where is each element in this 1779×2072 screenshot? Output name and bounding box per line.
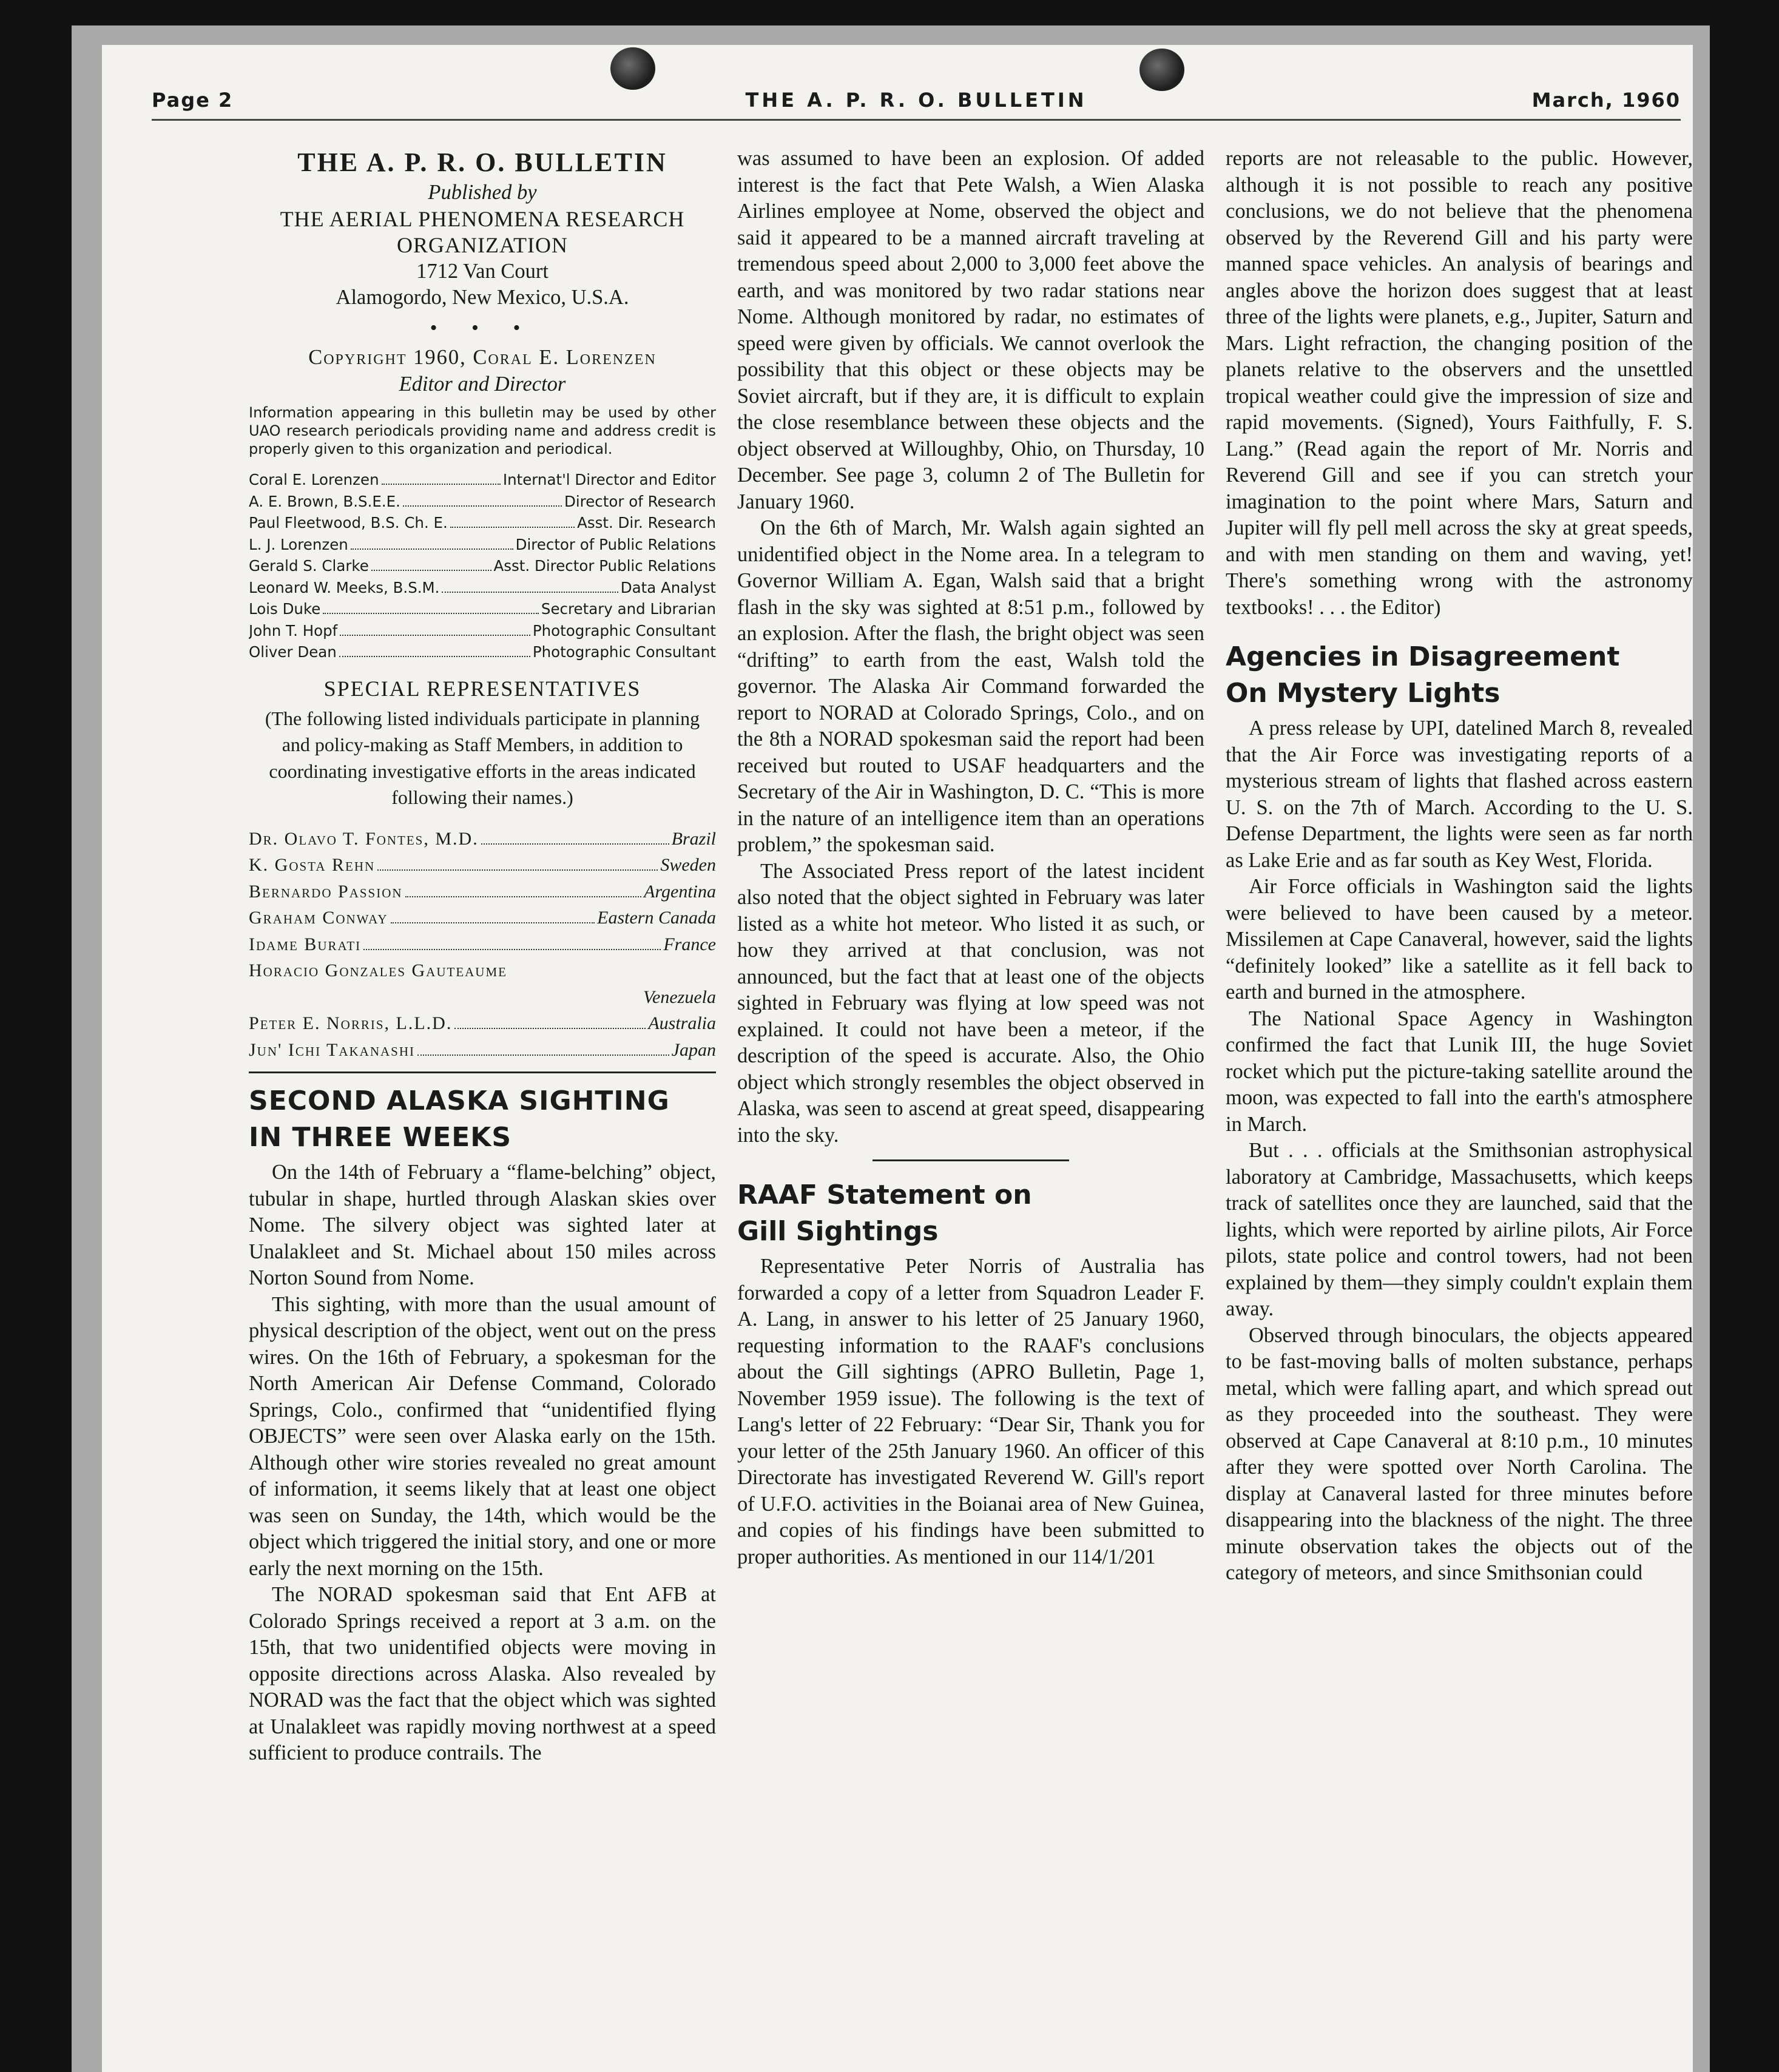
running-head bbox=[152, 85, 1681, 119]
dot-leader bbox=[403, 505, 562, 507]
column-3 bbox=[1226, 146, 1693, 2051]
dot-leader bbox=[377, 869, 658, 871]
address-line-1: 1712 Van Court bbox=[416, 259, 549, 283]
article-paragraph: was assumed to have been an explosion. Of added interest is the fact that Pete Walsh, a Wien Alaska Airlines employee at Nome, observed the object and said it appeared to be a manned aircraft traveling at tremendous speed about 2,000 to 3,000 feet above the earth, and was monitored by two radar stations near Nome. Although monitored by radar, no estimates of speed were given by officials. We cannot overlook the possibility that this object or these objects may be Soviet aircraft, but if they are, it is difficult to explain the close resemblance between these objects and the object observed at Willoughby, Ohio, on Thursday, 10 December. See page 3, column 2 of The Bulletin for January 1960. bbox=[737, 147, 1204, 513]
rep-row: Idame Burati France bbox=[249, 934, 716, 954]
rep-row: Graham Conway Eastern Canada bbox=[249, 908, 716, 928]
staff-row: Paul Fleetwood, B.S. Ch. E. Asst. Dir. Research bbox=[249, 514, 716, 531]
rep-row: K. Gosta Rehn Sweden bbox=[249, 855, 716, 875]
staff-row: Coral E. Lorenzen Internat'l Director and Editor bbox=[249, 471, 716, 488]
dot-leader bbox=[363, 949, 661, 950]
article-paragraph: On the 6th of March, Mr. Walsh again sighted an unidentified object in the Nome area. In a telegram to Governor William A. Egan, Walsh said that a bright flash in the sky was sighted at 8:51 p.m., followed by an explosion. After the flash, the bright object was seen “drifting” to earth from the east, Walsh told the governor. The Alaska Air Command forwarded the report to NORAD at Colorado Springs, Colo., and on the 8th a NORAD spokesman said the report had been received but routed to USAF headquarters and the Secretary of the Air in Washington, D. C. “This is more in the nature of an intelligence item than an operations problem,” the spokesman said. bbox=[737, 516, 1204, 856]
staff-row: Gerald S. Clarke Asst. Director Public Relations bbox=[249, 557, 716, 575]
article-divider bbox=[873, 1159, 1068, 1161]
representatives-heading: SPECIAL REPRESENTATIVES bbox=[323, 676, 641, 701]
rep-row: Dr. Olavo T. Fontes, M.D. Brazil bbox=[249, 828, 716, 849]
rep-row: Bernardo Passion Argentina bbox=[249, 881, 716, 902]
dot-leader bbox=[351, 548, 513, 550]
punch-hole-left bbox=[610, 47, 655, 90]
article-headline: SECOND ALASKA SIGHTING IN THREE WEEKS bbox=[249, 1085, 670, 1153]
rep-row: Peter E. Norris, L.L.D. Australia bbox=[249, 1013, 716, 1033]
bulletin-title: THE A. P. R. O. BULLETIN bbox=[745, 89, 1087, 112]
dot-leader bbox=[417, 1055, 669, 1056]
dot-leader bbox=[391, 922, 595, 923]
issue-date: March, 1960 bbox=[1531, 89, 1681, 112]
org-line-1: THE AERIAL PHENOMENA RESEARCH bbox=[280, 206, 685, 231]
staff-list bbox=[249, 469, 716, 663]
staff-row: L. J. Lorenzen Director of Public Relations bbox=[249, 535, 716, 553]
staff-row: Lois Duke Secretary and Librarian bbox=[249, 600, 716, 618]
separator-dots: • • • bbox=[430, 316, 535, 339]
dot-leader bbox=[454, 1028, 646, 1029]
reuse-notice: Information appearing in this bulletin may be used by other UAO research periodicals providing name and address credit is properly given to this organization and periodical. bbox=[249, 404, 716, 457]
article-headline: RAAF Statement on Gill Sightings bbox=[737, 1179, 1032, 1247]
rep-row: Horacio Gonzales Gauteaume bbox=[249, 960, 507, 980]
header-rule bbox=[152, 119, 1681, 121]
staff-row: John T. Hopf Photographic Consultant bbox=[249, 621, 716, 639]
address-line-2: Alamogordo, New Mexico, U.S.A. bbox=[336, 286, 629, 309]
copyright: Copyright 1960, Coral E. Lorenzen bbox=[308, 346, 657, 369]
masthead-title: THE A. P. R. O. BULLETIN bbox=[297, 147, 667, 177]
article-paragraph: But . . . officials at the Smithsonian astrophysical laboratory at Cambridge, Massachusetts, which keeps track of satellites once they are launched, said that the lights, which were reported by airline pilots, Air Force pilots, state police and control towers, had not been explained by them—they simply couldn't explain them away. bbox=[1226, 1139, 1693, 1320]
article-paragraph: This sighting, with more than the usual amount of physical description of the object, went out on the press wires. On the 16th of February, a spokesman for the North American Air Defense Command, Colorado Springs, Colo., confirmed that “unidentified flying OBJECTS” were seen over Alaska early on the 15th. Although other wire stories revealed no great amount of information, it seems likely that at least one object was seen on Sunday, the 14th, which would be the object which triggered the initial story, and one or more early the next morning on the 15th. bbox=[249, 1292, 716, 1580]
editor-role: Editor and Director bbox=[399, 372, 566, 396]
dot-leader bbox=[323, 613, 539, 614]
dot-leader bbox=[442, 592, 618, 593]
staff-row: Oliver Dean Photographic Consultant bbox=[249, 643, 716, 661]
article-paragraph: A press release by UPI, datelined March 8, revealed that the Air Force was investigating reports of a mysterious stream of lights that flashed across eastern U. S. on the 7th of March. According to the U. S. Defense Department, the lights were seen as far north as Lake Erie and as far south as Key West, Florida. bbox=[1226, 717, 1693, 872]
section-rule bbox=[249, 1071, 716, 1073]
article-paragraph: The Associated Press report of the latest incident also noted that the object sighted in February was later listed as a white hot meteor. Who listed it as such, or how they arrived at that conclusion, was not announced, but the fact that at least one of the objects sighted in February was flying at low speed was not explained. It could not have been a meteor, if the description of the speed is accurate. Also, the Ohio object which strongly resembles the object observed in Alaska, was seen to ascend at great speed, disappearing into the sky. bbox=[737, 859, 1204, 1147]
article-paragraph: The National Space Agency in Washington confirmed the fact that Lunik III, the huge Soviet rocket which put the picture-taking satellite around the moon, was expected to fall into the earth's atmosphere in March. bbox=[1226, 1007, 1693, 1136]
article-paragraph: reports are not releasable to the public. However, although it is not possible to reach any positive conclusions, we do not believe that the phenomena observed by the Reverend Gill and his party were manned space vehicles. An analysis of bearings and angles above the horizon does suggest that at least three of the lights were planets, e.g., Jupiter, Saturn and Mars. Light refraction, the changing position of the planets relative to the observers and the unsettled tropical weather could give the impression of size and rapid movements. (Signed), Yours Faithfully, F. S. Lang.” (Read again the report of Mr. Norris and Reverend Gill and see if you can stretch your imagination to the point where Mars, Saturn and Jupiter will fly pell mell across the sky at great speeds, and with men standing on them and waving, yet! There's something wrong with the astronomy textbooks! . . . the Editor) bbox=[1226, 147, 1693, 619]
article-paragraph: The NORAD spokesman said that Ent AFB at Colorado Springs received a report at 3 a.m. on the 15th, that two unidentified objects were moving in opposite directions across Alaska. Also revealed by NORAD was the fact that the object which was sighted at Unalakleet was rapidly moving northwest at a speed sufficient to produce contrails. The bbox=[249, 1583, 716, 1764]
article-paragraph: Observed through binoculars, the objects appeared to be fast-moving balls of molten substance, perhaps metal, which were falling apart, and which spread out as they proceeded into the southeast. They were observed at Cape Canaveral at 8:10 p.m., 10 minutes after they were spotted over North Carolina. The display at Canaveral lasted for three minutes before disappearing into the blackness of the night. The three minute observation takes the objects out of the category of meteors, and since Smithsonian could bbox=[1226, 1323, 1693, 1584]
article-paragraph: On the 14th of February a “flame-belching” object, tubular in shape, hurtled through Alaskan skies over Nome. The silvery object was sighted later at Unalakleet and St. Michael about 150 miles across Norton Sound from Nome. bbox=[249, 1161, 716, 1289]
column-1 bbox=[249, 146, 716, 2051]
column-2 bbox=[737, 146, 1204, 2051]
dot-leader bbox=[371, 570, 491, 571]
article-paragraph: Representative Peter Norris of Australia has forwarded a copy of a letter from Squadron Leader F. A. Lang, in answer to his letter of 25 January 1960, requesting information to the RAAF's conclusions about the Gill sightings (APRO Bulletin, Page 1, November 1959 issue). The following is the text of Lang's letter of 22 February: “Dear Sir, Thank you for your letter of the 25th January 1960. An officer of this Directorate has investigated Reverend W. Gill's report of U.F.O. activities in the Boianai area of New Guinea, and copies of his findings have been submitted to proper authorities. As mentioned in our 114/1/201 bbox=[737, 1255, 1204, 1568]
article-headline: Agencies in Disagreement On Mystery Lights bbox=[1226, 641, 1620, 709]
rep-row: Jun' Ichi Takanashi Japan bbox=[249, 1039, 716, 1060]
dot-leader bbox=[340, 635, 530, 636]
article-paragraph: Air Force officials in Washington said the lights were believed to have been caused by a meteor. Missilemen at Cape Canaveral, however, said the lights “definitely looked” like a satellite as it fell back to earth and burned in the atmosphere. bbox=[1226, 875, 1693, 1004]
staff-row: A. E. Brown, B.S.E.E. Director of Research bbox=[249, 492, 716, 510]
staff-row: Leonard W. Meeks, B.S.M. Data Analyst bbox=[249, 578, 716, 596]
dot-leader bbox=[450, 527, 575, 528]
dot-leader bbox=[339, 656, 530, 657]
dot-leader bbox=[382, 484, 501, 485]
org-line-2: ORGANIZATION bbox=[397, 232, 568, 257]
rep-place: Venezuela bbox=[643, 987, 716, 1007]
page-number: Page 2 bbox=[152, 89, 234, 112]
representatives-note: (The following listed individuals participate in planning and policy-making as Staff Members, in addition to coordinating investigative efforts in the areas indicated following their names.) bbox=[265, 707, 700, 808]
dot-leader bbox=[481, 843, 669, 845]
representatives-list bbox=[249, 826, 716, 1064]
dot-leader bbox=[405, 896, 642, 897]
published-by: Published by bbox=[428, 181, 537, 204]
